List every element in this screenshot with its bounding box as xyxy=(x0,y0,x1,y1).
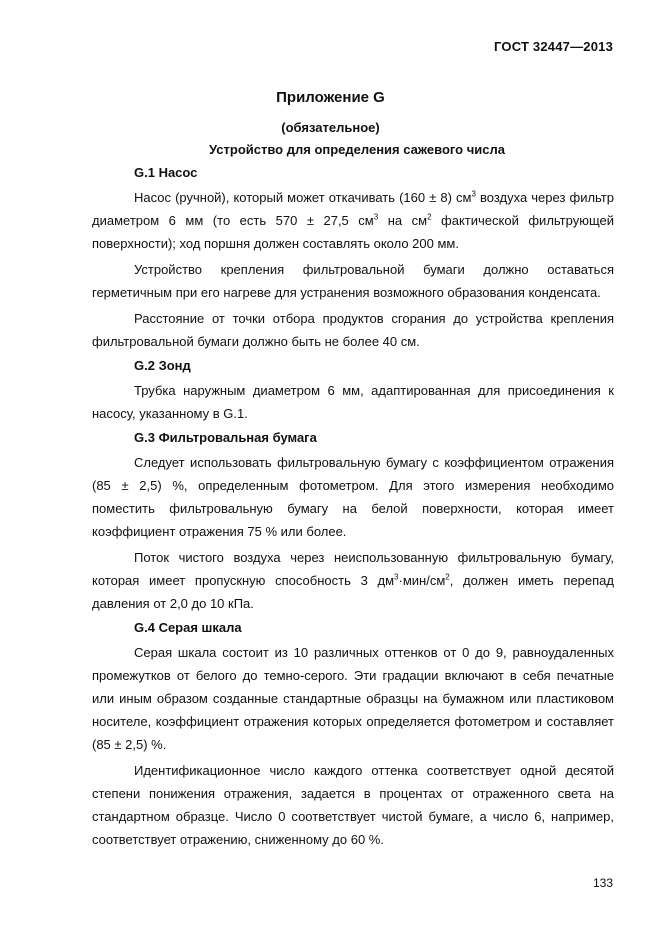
section-g4-paragraph-1: Серая шкала состоит из 10 различных оттенков от 0 до 9, равноудаленных промежутков от белого до темно-серого. Эти градации включают в себя печатные или иным образом созданные стандартные образцы на бумажном или пластиковом носителе, коэффициент отражения которых определяется фотометром и составляет (85 ± 2,5) %. xyxy=(92,645,614,752)
section-g2-paragraph-1: Трубка наружным диаметром 6 мм, адаптированная для присоединения к насосу, указанному в G.1. xyxy=(92,383,614,421)
section-g1-title: G.1 Насос xyxy=(134,165,198,180)
document-header: ГОСТ 32447—2013 xyxy=(494,39,613,54)
section-g4-paragraph-2: Идентификационное число каждого оттенка соответствует одной десятой степени понижения отражения, задается в процентах от отраженного света на стандартном образце. Число 0 соответствует чистой бумаге, а число 6, например, соответствует отражению, сниженному до 60 %. xyxy=(92,763,614,847)
section-g3-paragraph-1: Следует использовать фильтровальную бумагу с коэффициентом отражения (85 ± 2,5) %, определенным фотометром. Для этого измерения необходимо поместить фильтровальную бумагу на белой поверхности, которая имеет коэффициент отражения 75 % или более. xyxy=(92,455,614,539)
appendix-title: Приложение G xyxy=(276,89,385,106)
document-body xyxy=(92,140,614,851)
appendix-status: (обязательное) xyxy=(281,120,380,135)
section-g2-title: G.2 Зонд xyxy=(134,358,191,373)
page-number: 133 xyxy=(592,876,613,890)
section-g1-paragraph-3: Расстояние от точки отбора продуктов сгорания до устройства крепления фильтровальной бумаги должно быть не более 40 см. xyxy=(92,311,614,349)
section-g1-paragraph-2: Устройство крепления фильтровальной бумаги должно оставаться герметичным при его нагреве для устранения возможного образования конденсата. xyxy=(92,262,614,300)
section-g4-title: G.4 Серая шкала xyxy=(134,620,242,635)
section-g1-paragraph-1: Насос (ручной), который может откачивать (160 ± 8) $см^3$ воздуха через фильтр диаметром 6 мм (то есть 570 ± 27,5 $см^3$ на $см^2$ фактической фильтрующей поверхности); ход поршня должен составлять около 200 мм. xyxy=(92,189,614,251)
appendix-heading: Устройство для определения сажевого числа xyxy=(209,142,505,157)
section-g3-paragraph-2: Поток чистого воздуха через неиспользованную фильтровальную бумагу, которая имеет пропускную способность 3 $дм^3\cdot мин/см^2$, должен иметь перепад давления от 2,0 до 10 кПа. xyxy=(92,550,614,611)
section-g3-title: G.3 Фильтровальная бумага xyxy=(134,430,317,445)
